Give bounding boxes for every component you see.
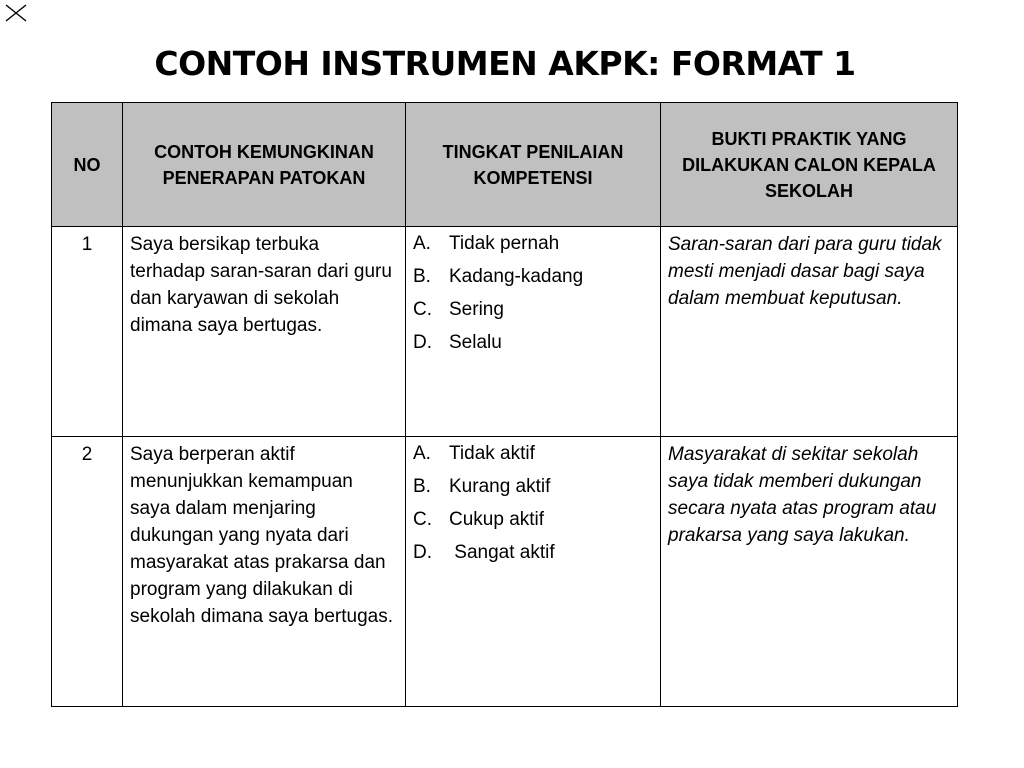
table-row xyxy=(52,437,958,707)
option-text: Cukup aktif xyxy=(449,509,545,530)
option-text: Sangat aktif xyxy=(449,542,555,563)
rating-option xyxy=(413,326,653,359)
instrument-table xyxy=(51,102,958,707)
option-letter: D. xyxy=(413,542,432,563)
row-number: 2 xyxy=(52,437,123,707)
option-letter: D. xyxy=(413,332,432,353)
table-header-row xyxy=(52,103,958,227)
rating-option xyxy=(413,227,653,260)
option-text: Sering xyxy=(449,299,504,320)
rating-options-cell xyxy=(406,227,661,437)
rating-option xyxy=(413,293,653,326)
close-icon[interactable] xyxy=(3,2,29,24)
rating-options xyxy=(413,227,653,359)
option-letter: C. xyxy=(413,509,432,530)
row-statement: Saya berperan aktif menunjukkan kemampuan saya dalam menjaring dukungan yang nyata dari masyarakat atas prakarsa dan program yang dilakukan di sekolah dimana saya bertugas. xyxy=(123,437,406,707)
rating-options xyxy=(413,437,653,569)
option-text: Tidak pernah xyxy=(449,233,560,254)
header-contoh: CONTOH KEMUNGKINAN PENERAPAN PATOKAN xyxy=(123,103,406,227)
practice-evidence: Saran-saran dari para guru tidak mesti menjadi dasar bagi saya dalam membuat keputusan. xyxy=(661,227,958,437)
option-text: Kadang-kadang xyxy=(449,266,584,287)
rating-option xyxy=(413,260,653,293)
option-letter: B. xyxy=(413,266,431,287)
row-statement: Saya bersikap terbuka terhadap saran-saran dari guru dan karyawan di sekolah dimana saya bertugas. xyxy=(123,227,406,437)
option-text: Selalu xyxy=(449,332,502,353)
practice-evidence: Masyarakat di sekitar sekolah saya tidak memberi dukungan secara nyata atas program atau prakarsa yang saya lakukan. xyxy=(661,437,958,707)
rating-option xyxy=(413,437,653,470)
option-text: Tidak aktif xyxy=(449,443,535,464)
option-letter: A. xyxy=(413,233,431,254)
option-text: Kurang aktif xyxy=(449,476,551,497)
option-letter: C. xyxy=(413,299,432,320)
rating-options-cell xyxy=(406,437,661,707)
option-letter: B. xyxy=(413,476,431,497)
page-title: CONTOH INSTRUMEN AKPK: FORMAT 1 xyxy=(154,44,856,83)
header-tingkat: TINGKAT PENILAIAN KOMPETENSI xyxy=(406,103,661,227)
rating-option xyxy=(413,470,653,503)
row-number: 1 xyxy=(52,227,123,437)
header-bukti: BUKTI PRAKTIK YANG DILAKUKAN CALON KEPALA SEKOLAH xyxy=(661,103,958,227)
header-no: NO xyxy=(52,103,123,227)
option-letter: A. xyxy=(413,443,431,464)
table-row xyxy=(52,227,958,437)
rating-option xyxy=(413,503,653,536)
rating-option xyxy=(413,536,653,569)
